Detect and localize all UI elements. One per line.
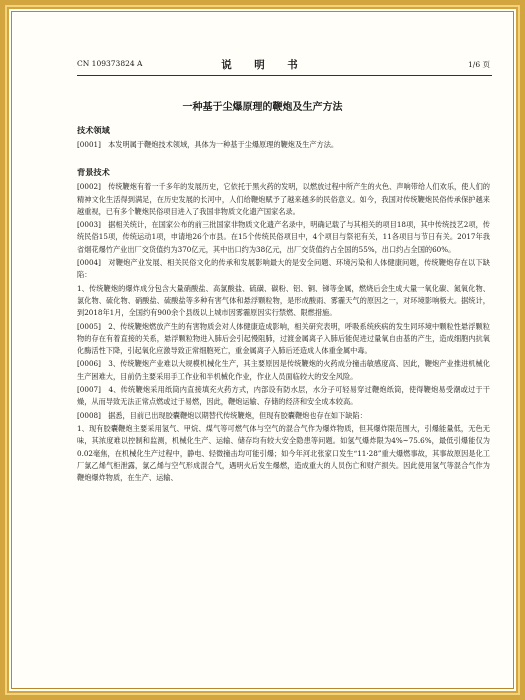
paragraph: [0005] 2、传统鞭炮燃放产生的有害物质会对人体健康造成影响，相关研究表明，呼吸系统疾病的发生同环境中颗粒性悬浮颗粒物的存在有着直接的关系，悬浮颗粒物进入肺后会引起慢阻肺，过渡金属离子入肺后能促进过量氧自由基的产生，造成细胞内抗氧化酶活性下降，引起氧化应激导致正常细胞死亡，重金属离子入肺后还造成人体重金属中毒。 [77,321,490,356]
document-page [23,21,502,686]
paragraph: [0004] 对鞭炮产业发展、相关民俗文化的传承和发展影响最大的是安全问题、环境污染和人体健康问题，传统鞭炮存在以下缺陷： [77,258,490,280]
page-header [23,57,502,75]
document-title: 一种基于尘爆原理的鞭炮及生产方法 [182,102,343,113]
header-rule [77,75,492,76]
section-heading: 技术领域 [77,125,110,135]
publication-number: CN 109373824 A [77,59,143,68]
paragraph: [0006] 3、传统鞭炮产业难以大规模机械化生产，其主要原因是传统鞭炮的火药成分撞击敏感度高、因此，鞭炮产业推进机械化生产困难大，目前仍主要采用手工作业和半机械化作业，作业人员面临较大的安全风险。 [77,359,490,381]
paragraph: [0007] 4、传统鞭炮采用纸筒内直接填充火药方式，内部设有防水层，水分子可轻易穿过鞭炮纸筒，使得鞭炮易受潮或过于干燥，从而导致无法正常点燃或过于易燃，因此，鞭炮运输、存储的经济和安全成本较高。 [77,385,490,407]
section-heading: 背景技术 [77,167,110,178]
paragraph: [0008] 据悉，目前已出现胶囊鞭炮以期替代传统鞭炮，但现有胶囊鞭炮也存在如下缺陷： [77,410,367,420]
paragraph: [0001] 本发明属于鞭炮技术领域，具体为一种基于尘爆原理的鞭炮及生产方法。 [77,140,339,149]
paragraph: [0003] 据相关统计，在国家公布的前三批国家非物质文化遗产名录中，明确记载了与其相关的项目18项，其中传统技艺2项，传统民俗15项，传统运动1项，申请地26个市县。在15个传统民俗项目中，4个项目与祭祀有关，11各项目与节日有关。2017年我省烟花爆竹产业出厂交货值约为370亿元，其中出口约为38亿元，出厂交货值约占全国的55%，出口约占全国的60%。 [77,220,490,254]
document-type: 说 明 书 [221,59,304,71]
paragraph: [0002] 传统鞭炮有着一千多年的发展历史，它依托于黑火药的发明，以燃放过程中所产生的火色、声响带给人们欢乐，使人们的精神文化生活得到满足，在历史发展的长河中，人们给鞭炮赋予了越来越多的民俗意义。如今，我国对传统鞭炮民俗传承保护越来越重视，已有多个鞭炮民俗项目进入了我国非物质文化遗产国家名录。 [77,182,490,216]
paragraph: 1、现有胶囊鞭炮主要采用氢气、甲烷、煤气等可燃气体与空气的混合气作为爆炸物质，但其爆炸限范围大，引爆能量低，无色无味，其浓度难以控制和监测，机械化生产、运输、储存均有较大安全隐患等问题。如氢气爆炸限为4%~75.6%，最低引爆能仅为0.02毫焦，在机械化生产过程中，静电、轻微撞击均可能引爆；如今年河北张家口发生“11·28”重大爆燃事故，其事故原因是化工厂氯乙烯气柜泄露，氯乙烯与空气形成混合气，遇明火后发生爆燃，造成重大的人员伤亡和财产损失。因此使用氢气等混合气作为鞭炮爆炸物质，在生产、运输、 [77,423,490,483]
page-number: 1/6 页 [468,60,490,69]
paragraph: 1、传统鞭炮的爆炸成分包含大量硝酸盐、高氯酸盐、硫磺、碳粉、铝、铜、锑等金属，燃烧后会生成大量一氧化碳、氮氧化物、氯化物、硫化物、硝酸盐、硫酸盐等多种有害气体和悬浮颗粒物，是形成酸雨、雾霾天气的原因之一，对环境影响极大。据统计，到2018年1月，全国约有900余个县级以上城市因雾霾原因实行禁燃、限燃措施。 [77,283,490,318]
